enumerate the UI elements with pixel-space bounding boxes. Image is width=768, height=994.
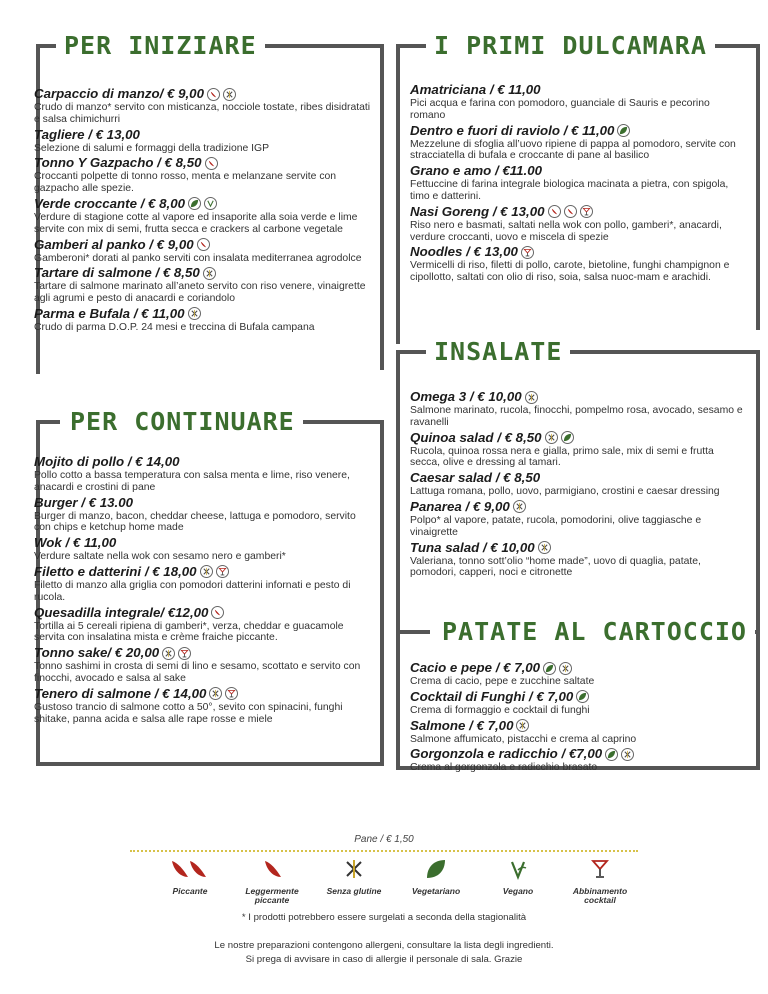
legend-label: Leggermente piccante <box>245 886 299 905</box>
gluten-free-icon <box>538 541 551 554</box>
gluten-free-icon <box>513 500 526 513</box>
menu-item-description: Rucola, quinoa rossa nera e gialla, primo sale, mix di semi e frutta secca, olive e dressing al tamari. <box>410 445 714 469</box>
menu-item-title <box>34 564 372 580</box>
menu-item-title <box>410 82 744 98</box>
menu-item <box>34 564 372 604</box>
menu-item-description: Selezione di salumi e formaggi della tradizione IGP <box>34 142 270 154</box>
menu-item-name: Tuna salad / € 10,00 <box>410 539 535 555</box>
menu-item-description: Crema di formaggio e cocktail di funghi <box>410 704 590 716</box>
chili-icon <box>548 205 561 218</box>
menu-item-title <box>410 244 744 260</box>
gluten-free-icon <box>559 662 572 675</box>
leaf-icon <box>561 431 574 444</box>
frozen-note: * I prodotti potrebbero essere surgelati a seconda della stagionalità <box>241 912 527 923</box>
menu-item <box>410 718 744 746</box>
menu-item <box>34 196 372 236</box>
gluten-free-icon <box>162 647 175 660</box>
menu-item-name: Nasi Goreng / € 13,00 <box>410 203 545 219</box>
menu-item-name: Tonno sake/ € 20,00 <box>34 645 160 661</box>
menu-item-name: Tonno Y Gazpacho / € 8,50 <box>34 155 202 171</box>
menu-item-description: Pici acqua e farina con pomodoro, guanciale di Sauris e pecorino romano <box>410 98 710 121</box>
menu-item-title <box>410 689 744 705</box>
menu-item-description: Burger di manzo, bacon, cheddar cheese, lattuga e pomodoro, servito con chips e ketchup home made <box>34 510 356 534</box>
section-heading-patate: PATATE AL CARTOCCIO <box>434 617 755 647</box>
leaf-icon <box>605 748 618 761</box>
section-heading-insalate: INSALATE <box>426 337 570 367</box>
menu-item <box>410 163 744 203</box>
legend-label: Senza glutine <box>326 886 382 896</box>
menu-item-title <box>410 123 744 139</box>
gluten-free-icon <box>203 267 216 280</box>
menu-item-title <box>34 686 372 702</box>
menu-item-description: Gustoso trancio di salmone cotto a 50°, sevito con spinacini, funghi shitake, panna acida e salsa alle rape rosse e miele <box>34 701 343 725</box>
chili-icon <box>197 238 210 251</box>
menu-item-description: Polpo* al vapore, patate, rucola, pomodorini, olive taggiasche e vinaigrette <box>410 514 702 538</box>
menu-item-description: Verdure saltate nella wok con sesamo nero e gamberi* <box>34 551 286 563</box>
menu-item-name: Burger / € 13.00 <box>34 494 134 510</box>
leaf-icon <box>617 124 630 137</box>
menu-item-title <box>410 204 744 220</box>
menu-item-description: Tartare di salmone marinato all’aneto servito con riso venere, vinaigrette agli agrumi e pesto di anacardi e coriandolo <box>34 281 366 305</box>
menu-item-description: Pollo cotto a bassa temperatura con salsa menta e lime, riso venere, anacardi e crostini di pane <box>34 470 350 493</box>
menu-item-name: Gorgonzola e radicchio / €7,00 <box>410 746 603 762</box>
menu-item-name: Tenero di salmone / € 14,00 <box>34 685 207 701</box>
menu-item-name: Filetto e datterini / € 18,00 <box>34 563 197 579</box>
menu-item-description: Verdure di stagione cotte al vapore ed insaporite alla soia verde e lime servite con mix di semi, frutta secca e crackers al carbone vegetale <box>34 211 358 235</box>
menu-item-name: Dentro e fuori di raviolo / € 11,00 <box>410 122 615 138</box>
menu-item-title <box>410 163 744 179</box>
menu-item <box>410 540 744 580</box>
menu-item-description: Valeriana, tonno sott’olio “home made”, uovo di quaglia, patate, pomodori, capperi, noci e citronette <box>410 555 701 579</box>
menu-item-title <box>34 86 372 102</box>
menu-item-title <box>34 306 372 322</box>
menu-item-description: Crudo di parma D.O.P. 24 mesi e treccina di Bufala campana <box>34 321 315 333</box>
menu-item <box>34 127 372 155</box>
leaf-icon <box>396 858 476 885</box>
legend-item <box>150 858 230 905</box>
menu-item <box>34 686 372 726</box>
menu-item-name: Noodles / € 13,00 <box>410 244 518 260</box>
menu-item-title <box>34 454 372 470</box>
menu-item-title <box>34 196 372 212</box>
menu-column-per-iniziare <box>34 86 372 335</box>
legend-label: Piccante <box>172 886 208 896</box>
menu-item <box>410 204 744 244</box>
menu-column-patate <box>410 660 744 775</box>
gluten-free-icon <box>314 858 394 885</box>
menu-item <box>410 244 744 284</box>
section-heading-primi: I PRIMI DULCAMARA <box>426 31 715 61</box>
menu-item <box>34 454 372 494</box>
menu-item-description: Riso nero e basmati, saltati nella wok con pollo, gamberi*, anacardi, verdure croccanti, uovo e miscela di spezie <box>410 219 722 243</box>
cocktail-icon <box>560 858 640 885</box>
chili-icon <box>211 606 224 619</box>
menu-item-title <box>410 660 744 676</box>
allergen-note-line2: Si prega di avvisare in caso di allergie il personale di sala. Grazie <box>245 954 523 965</box>
menu-item-name: Wok / € 11,00 <box>34 535 117 551</box>
gluten-free-icon <box>200 565 213 578</box>
menu-item <box>34 265 372 305</box>
menu-item <box>410 82 744 122</box>
menu-item-name: Tartare di salmone / € 8,50 <box>34 265 200 281</box>
menu-item-title <box>410 470 744 486</box>
menu-item-name: Salmone / € 7,00 <box>410 717 514 733</box>
legend-item <box>478 858 558 905</box>
menu-item-description: Lattuga romana, pollo, uovo, parmigiano, crostini e caesar dressing <box>410 486 720 498</box>
legend <box>150 858 640 905</box>
menu-item-name: Cacio e pepe / € 7,00 <box>410 660 541 675</box>
menu-item-title <box>410 499 744 515</box>
menu-item-description: Salmone marinato, rucola, finocchi, pompelmo rosa, avocado, sesamo e ravanelli <box>410 405 743 428</box>
gluten-free-icon <box>545 431 558 444</box>
vegan-icon <box>478 858 558 885</box>
menu-item-description: Salmone affumicato, pistacchi e crema al caprino <box>410 733 637 745</box>
menu-item <box>410 430 744 470</box>
leaf-icon <box>576 690 589 703</box>
menu-item-title <box>410 540 744 556</box>
cocktail-icon <box>178 647 191 660</box>
menu-item-title <box>410 389 744 405</box>
menu-item-title <box>410 718 744 734</box>
menu-item-title <box>34 237 372 253</box>
menu-item <box>410 689 744 717</box>
menu-item <box>34 155 372 195</box>
menu-item-title <box>34 495 372 511</box>
menu-item <box>410 660 744 688</box>
gluten-free-icon <box>223 88 236 101</box>
chili-icon <box>207 88 220 101</box>
cocktail-icon <box>216 565 229 578</box>
menu-item-name: Amatriciana / € 11,00 <box>410 82 541 97</box>
chili-icon <box>232 858 312 885</box>
menu-item-name: Tagliere / € 13,00 <box>34 126 140 142</box>
menu-item-name: Cocktail di Funghi / € 7,00 <box>410 688 574 704</box>
menu-item-description: Gamberoni* dorati al panko serviti con insalata mediterranea agrodolce <box>34 252 362 264</box>
menu-item-description: Tortilla ai 5 cereali ripiena di gamberi*, verza, cheddar e guacamole servita con insalatina mista e crème fraiche piccante. <box>34 620 344 644</box>
menu-item <box>34 495 372 535</box>
allergen-note-line1: Le nostre preparazioni contengono allergeni, consultare la lista degli ingredienti. <box>214 940 554 951</box>
menu-column-per-continuare <box>34 454 372 726</box>
menu-item-title <box>34 645 372 661</box>
gluten-free-icon <box>209 687 222 700</box>
menu-item-title <box>34 265 372 281</box>
menu-item-description: Crema al gorgonzola e radicchio brasato <box>410 762 598 774</box>
gluten-free-icon <box>516 719 529 732</box>
menu-item-name: Quesadilla integrale/ €12,00 <box>34 604 209 620</box>
menu-item-name: Gamberi al panko / € 9,00 <box>34 236 194 252</box>
cocktail-icon <box>580 205 593 218</box>
cocktail-icon <box>225 687 238 700</box>
dotted-divider <box>130 850 638 852</box>
legend-item <box>232 858 312 905</box>
menu-item <box>410 123 744 163</box>
menu-item <box>410 499 744 539</box>
legend-item <box>396 858 476 905</box>
menu-item <box>34 645 372 685</box>
menu-item-title <box>34 127 372 143</box>
menu-item-description: Crudo di manzo* servito con misticanza, nocciole tostate, ribes disidratati e salsa chimichurri <box>34 102 371 125</box>
menu-item-title <box>34 155 372 171</box>
legend-item <box>560 858 640 905</box>
menu-item <box>34 535 372 563</box>
menu-item-description: Tonno sashimi in crosta di semi di lino e sesamo, scottato e servito con finocchi, avocado e salsa al sake <box>34 661 361 684</box>
section-heading-per-iniziare: PER INIZIARE <box>56 31 265 61</box>
menu-item-title <box>34 535 372 551</box>
menu-item-name: Omega 3 / € 10,00 <box>410 389 522 404</box>
menu-item-name: Caesar salad / € 8,50 <box>410 470 541 486</box>
menu-item <box>410 389 744 429</box>
chili-icon <box>564 205 577 218</box>
gluten-free-icon <box>621 748 634 761</box>
menu-item-name: Verde croccante / € 8,00 <box>34 195 186 211</box>
gluten-free-icon <box>525 391 538 404</box>
menu-item-name: Panarea / € 9,00 <box>410 498 510 514</box>
menu-item <box>34 306 372 334</box>
bread-price: Pane / € 1,50 <box>354 834 414 845</box>
menu-item-description: Croccanti polpette di tonno rosso, menta e melanzane servite con gazpacho alle spezie. <box>34 171 337 195</box>
menu-item <box>34 605 372 645</box>
chili-icon <box>205 157 218 170</box>
menu-item-description: Fettuccine di farina integrale biologica macinata a pietra, con spigola, timo e datterini. <box>410 179 729 202</box>
menu-item-description: Filetto di manzo alla griglia con pomodori datterini infornati e pesto di rucola. <box>34 579 351 603</box>
legend-item <box>314 858 394 905</box>
cocktail-icon <box>521 246 534 259</box>
menu-column-insalate <box>410 389 744 580</box>
menu-item-title <box>410 746 744 762</box>
menu-item <box>410 470 744 498</box>
menu-item <box>34 237 372 265</box>
gluten-free-icon <box>188 307 201 320</box>
menu-item-name: Parma e Bufala / € 11,00 <box>34 305 185 321</box>
vegan-icon <box>204 197 217 210</box>
leaf-icon <box>543 662 556 675</box>
legend-label: Vegetariano <box>411 886 461 896</box>
menu-item-title <box>410 430 744 446</box>
menu-item <box>34 86 372 126</box>
menu-item-name: Quinoa salad / € 8,50 <box>410 429 542 445</box>
chili-double-icon <box>150 858 230 885</box>
leaf-icon <box>188 197 201 210</box>
menu-item-name: Mojito di pollo / € 14,00 <box>34 454 180 469</box>
menu-item-description: Vermicelli di riso, filetti di pollo, carote, bietoline, funghi champignon e cipollotto, saltati con olio di riso, soia, salsa nuoc-mam e arachidi. <box>410 260 730 284</box>
legend-label: Abbinamento cocktail <box>572 886 628 905</box>
menu-item-description: Mezzelune di sfoglia all’uovo ripiene di pappa al pomodoro, servite con stracciatella di bufala e croccante di pane al basilico <box>410 138 736 162</box>
legend-label: Vegano <box>502 886 534 896</box>
menu-item-name: Grano e amo / €11.00 <box>410 163 543 179</box>
section-heading-per-continuare: PER CONTINUARE <box>62 407 303 437</box>
menu-item-description: Crema di cacio, pepe e zucchine saltate <box>410 676 595 687</box>
menu-item-title <box>34 605 372 621</box>
menu-item-name: Carpaccio di manzo/ € 9,00 <box>34 86 204 101</box>
menu-column-primi <box>410 82 744 285</box>
menu-item <box>410 746 744 774</box>
